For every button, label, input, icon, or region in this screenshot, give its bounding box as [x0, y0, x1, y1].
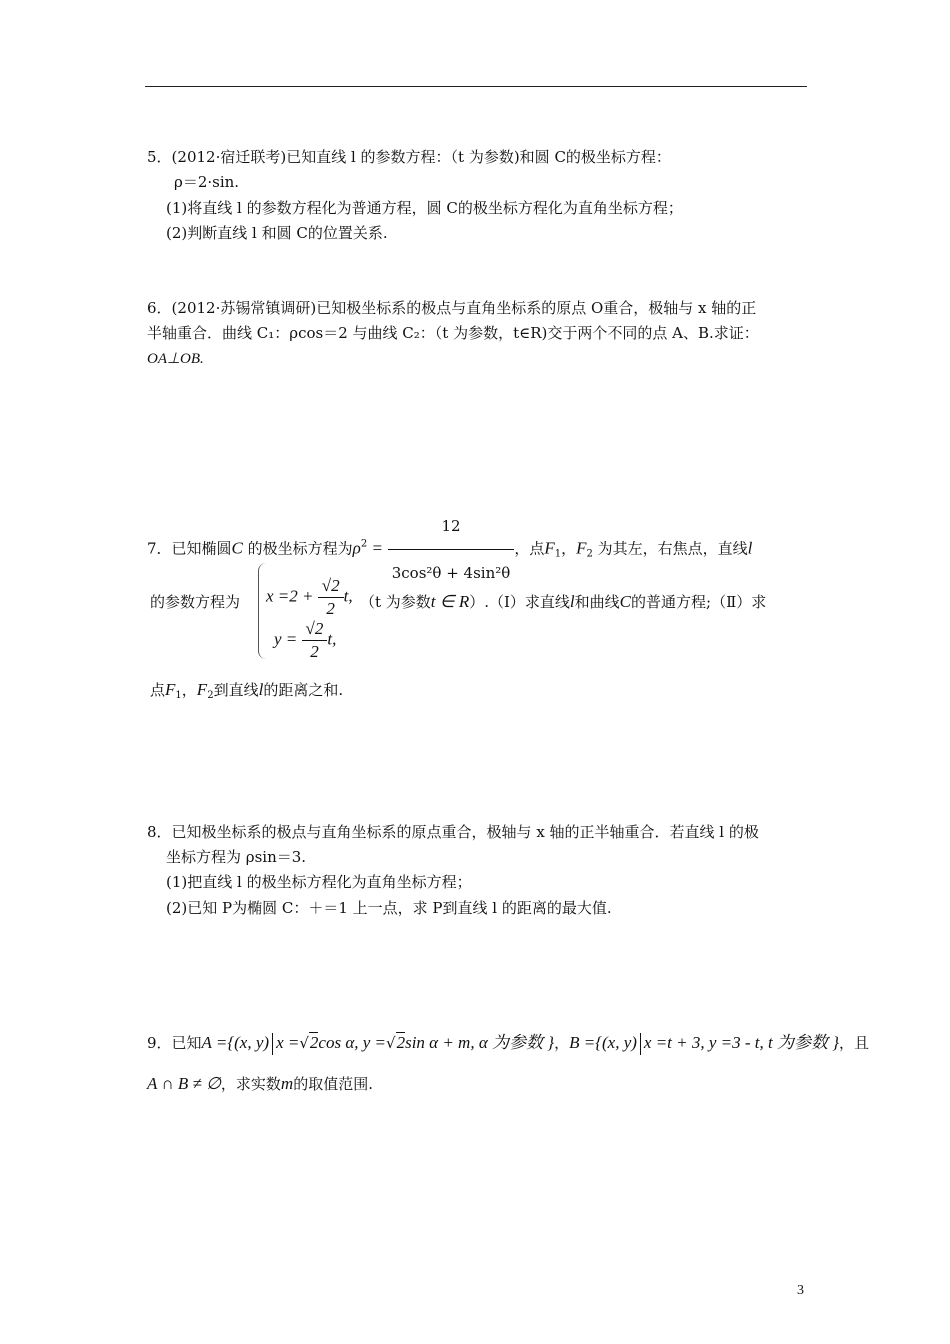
problem-7-line-3 — [150, 680, 343, 706]
sys2-den: 2 — [310, 642, 319, 661]
p7-l3-f2: F — [196, 680, 208, 699]
p7-l3-tail: 的距离之和. — [263, 681, 344, 699]
p9-setB-b: x =t + 3, y =3 - t, t 为参数 } — [643, 1033, 840, 1052]
sys2-t: t, — [327, 629, 337, 649]
problem-5-line-4: (2)判断直线 l 和圆 C的位置关系. — [166, 224, 388, 242]
p7-f2-sub: 2 — [586, 548, 593, 560]
p7-l3-mid: 到直线 — [213, 681, 259, 699]
problem-8-line-4: (2)已知 P为椭圆 C：＋＝1 上一点，求 P到直线 l 的距离的最大值. — [166, 899, 612, 917]
p7-l2-c: C — [619, 592, 632, 611]
page-number: 3 — [797, 1283, 804, 1298]
p7-tinR: t ∈ R — [430, 592, 470, 611]
sys2-num: √2 — [302, 618, 328, 641]
p7-after2: 为其左，右焦点，直线 — [592, 539, 748, 558]
problem-6-line-1: 6．(2012·苏锡常镇调研)已知极坐标系的极点与直角坐标系的原点 O重合，极轴与 x 轴的正 — [147, 299, 757, 317]
problem-8-line-1: 8．已知极坐标系的极点与直角坐标系的原点重合，极轴与 x 轴的正半轴重合．若直线 l 的极 — [147, 823, 759, 841]
p9-lead: 9．已知 — [147, 1034, 202, 1052]
p7-fraction-denominator: 3cos²θ + 4sin²θ — [391, 564, 511, 582]
p9-l2-mid: ，求实数 — [220, 1075, 281, 1093]
problem-9-line-2 — [147, 1071, 373, 1097]
problem-5-line-1: 5．(2012·宿迁联考)已知直线 l 的参数方程：（t 为参数)和圆 C的极坐标方程： — [147, 148, 671, 166]
p7-f1: F — [544, 538, 555, 558]
problem-9-line-1: 9．已知A ={(x, y) x =√2cos α, y =√2sin α + m, α 为参数 }，B ={(x, y) x =t + 3, y =3 - t, t 为参数 }，且 — [147, 1030, 869, 1056]
p7-f2: F — [576, 538, 587, 558]
p9-m: m — [280, 1074, 294, 1093]
sys1-frac — [318, 575, 344, 620]
p7-eq: = — [367, 538, 383, 558]
p9-setB-bar — [640, 1033, 641, 1055]
p7-line-l: l — [747, 538, 753, 558]
system-eq-1 — [266, 575, 353, 620]
p7-l2mid2: 和曲线 — [574, 593, 620, 611]
p7-l2tail: 的普通方程;（Ⅱ）求 — [631, 593, 767, 611]
header-rule — [145, 86, 807, 87]
problem-7-line-2-tail — [360, 592, 766, 612]
problem-8-line-3: (1)把直线 l 的极坐标方程化为直角坐标方程； — [166, 873, 472, 891]
p7-l2mid: ）.（Ⅰ）求直线 — [469, 593, 570, 611]
p9-l2-tail: 的取值范围. — [293, 1075, 373, 1093]
p7-rho: ρ — [352, 538, 361, 558]
p7-ellipse-c: C — [231, 538, 243, 558]
p9-sqrt-a: 2 — [309, 1033, 319, 1052]
sys1-num: √2 — [318, 575, 344, 598]
p7-polar-fraction — [388, 503, 515, 596]
sys2-lhs: y = — [274, 629, 298, 649]
p7-l3-f2-sub: 2 — [207, 690, 214, 701]
p7-after1: ，点 — [514, 539, 545, 558]
p9-tail: ，且 — [839, 1034, 870, 1052]
p7-l3-f1-sub: 1 — [175, 690, 182, 701]
p7-fraction-numerator: 12 — [388, 503, 515, 550]
p9-comma: ， — [554, 1034, 570, 1052]
p7-comma: ， — [561, 539, 577, 558]
p7-f1-sub: 1 — [554, 548, 562, 560]
problem-7-line-2-lead: 的参数方程为 — [150, 593, 241, 611]
p7-l3-comma: ， — [181, 681, 197, 699]
problem-6-line-2: 半轴重合．曲线 C₁：ρcos＝2 与曲线 C₂：（t 为参数，t∈R)交于两个不同的点 A、B.求证： — [147, 324, 759, 342]
sys1-t: t, — [343, 586, 353, 606]
problem-7-line-1 — [147, 503, 752, 596]
p7-rho-sup: 2 — [360, 538, 368, 550]
problem-8-line-2: 坐标方程为 ρsin＝3. — [166, 848, 307, 866]
sys1-den: 2 — [326, 599, 335, 618]
problem-6-line-3: OA⊥OB. — [147, 351, 204, 367]
p7-l3-lead: 点 — [150, 681, 166, 699]
p7-l3-l: l — [258, 680, 264, 699]
p7-l3-f1: F — [165, 680, 176, 699]
p9-setB-a: B ={(x, y) — [569, 1033, 637, 1052]
sys2-frac — [302, 618, 328, 663]
p9-sqrt-b: 2 — [396, 1033, 406, 1052]
sys1-lhs: x =2 + — [266, 586, 314, 606]
p9-setA-c: cos α, y = — [318, 1033, 387, 1052]
problem-5-line-3: (1)将直线 l 的参数方程化为普通方程，圆 C的极坐标方程化为直角坐标方程； — [166, 199, 683, 217]
problem-5-line-2: ρ＝2·sin. — [174, 173, 240, 191]
p7-lead: 7．已知椭圆 — [147, 539, 232, 558]
p9-setA-d: sin α + m, α 为参数 } — [405, 1033, 555, 1052]
system-eq-2 — [274, 618, 336, 663]
p9-setA-a: A ={(x, y) — [201, 1033, 270, 1052]
p7-l2-l: l — [569, 592, 575, 611]
p9-setA-b: x = — [276, 1033, 300, 1052]
p9-intersection: A ∩ B ≠ ∅ — [147, 1074, 221, 1093]
p9-setA-bar — [272, 1033, 273, 1055]
p7-mid: 的极坐标方程为 — [242, 539, 353, 558]
p7-param: （t 为参数 — [360, 593, 431, 611]
